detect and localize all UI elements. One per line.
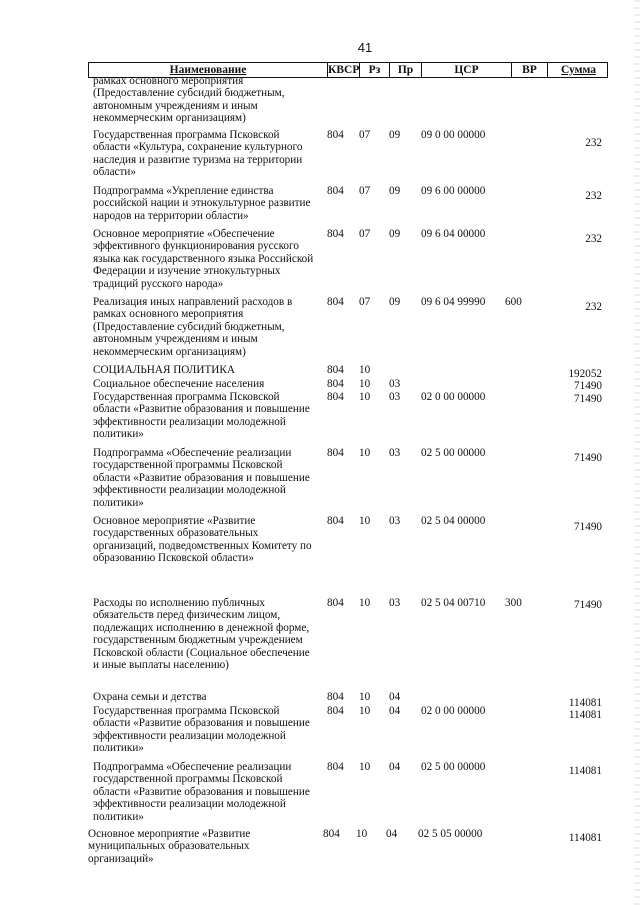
row-kvsr: 804 xyxy=(327,761,344,773)
row-csr: 02 5 00 00000 xyxy=(421,761,486,773)
row-name: СОЦИАЛЬНАЯ ПОЛИТИКА xyxy=(93,364,235,376)
row-rz: 10 xyxy=(359,705,371,717)
row-vr: 600 xyxy=(505,296,522,308)
row-rz: 07 xyxy=(359,296,371,308)
row-sum: 71490 xyxy=(574,521,602,533)
row-kvsr: 804 xyxy=(327,447,344,459)
row-kvsr: 804 xyxy=(323,828,340,840)
row-csr: 02 5 04 00710 xyxy=(421,597,486,609)
row-sum: 71490 xyxy=(574,452,602,464)
row-rz: 07 xyxy=(359,228,371,240)
row-sum: 71490 xyxy=(574,380,602,392)
row-name: Государственная программа Псковской области «Культура, сохранение культурного наследия и развитие туризма на территории области» xyxy=(93,129,303,179)
header-rz: Рз xyxy=(359,63,389,77)
row-vr: 300 xyxy=(505,597,522,609)
row-kvsr: 804 xyxy=(327,515,344,527)
row-csr: 02 5 00 00000 xyxy=(421,447,486,459)
row-name: Подпрограмма «Обеспечение реализации государственной программы Псковской области «Развитие образования и повышение эффективности реализации молодежной политики» xyxy=(93,447,310,509)
row-rz: 07 xyxy=(359,129,371,141)
row-pr: 03 xyxy=(389,447,401,459)
row-sum: 71490 xyxy=(574,599,602,611)
row-pr: 04 xyxy=(389,691,401,703)
row-csr: 02 0 00 00000 xyxy=(421,391,486,403)
header-kvsr: КВСР xyxy=(328,64,360,76)
row-kvsr: 804 xyxy=(327,228,344,240)
row-kvsr: 804 xyxy=(327,364,344,376)
row-kvsr: 804 xyxy=(327,705,344,717)
row-pr: 09 xyxy=(389,129,401,141)
row-name: Подпрограмма «Укрепление единства российской нации и этнокультурное развитие народов на территории области» xyxy=(93,185,311,222)
row-pr: 04 xyxy=(386,828,398,840)
row-sum: 114081 xyxy=(568,709,602,721)
row-kvsr: 804 xyxy=(327,296,344,308)
row-sum: 114081 xyxy=(568,765,602,777)
row-sum: 232 xyxy=(585,301,602,313)
row-pr: 04 xyxy=(389,761,401,773)
row-rz: 10 xyxy=(359,761,371,773)
header-name: Наименование xyxy=(169,64,247,76)
row-pr: 04 xyxy=(389,705,401,717)
row-name: Основное мероприятие «Развитие государственных образовательных организаций, подведомственных Комитету по образованию Псковской области» xyxy=(93,515,312,565)
row-csr: 02 5 05 00000 xyxy=(418,828,483,840)
row-sum: 71490 xyxy=(574,393,602,405)
row-rz: 10 xyxy=(359,597,371,609)
row-name: Основное мероприятие «Развитие муниципальных образовательных организаций» xyxy=(88,828,251,865)
row-sum: 232 xyxy=(585,137,602,149)
row-kvsr: 804 xyxy=(327,691,344,703)
row-pr: 09 xyxy=(389,228,401,240)
header-sum: Сумма xyxy=(547,63,609,77)
row-kvsr: 804 xyxy=(327,597,344,609)
row-name: Основное мероприятие «Обеспечение эффективного функционирования русского языка как государственного языка Российской Федерации и изучение этнокультурных традиций русского народа» xyxy=(93,228,314,290)
row-pr: 03 xyxy=(389,391,401,403)
row-kvsr: 804 xyxy=(327,378,344,390)
row-name: Государственная программа Псковской области «Развитие образования и повышение эффективности реализации молодежной политики» xyxy=(93,705,310,755)
row-kvsr: 804 xyxy=(327,185,344,197)
row-name: Социальное обеспечение населения xyxy=(93,378,265,390)
row-pr: 09 xyxy=(389,296,401,308)
row-pr: 03 xyxy=(389,597,401,609)
scan-edge-artifact xyxy=(634,0,640,905)
header-csr: ЦСР xyxy=(421,63,511,77)
row-rz: 10 xyxy=(359,515,371,527)
row-rz: 10 xyxy=(359,691,371,703)
row-csr: 09 0 00 00000 xyxy=(421,129,486,141)
row-rz: 10 xyxy=(359,447,371,459)
row-sum: 114081 xyxy=(568,697,602,709)
page-number: 41 xyxy=(357,40,373,55)
row-csr: 09 6 04 99990 xyxy=(421,296,486,308)
row-csr: 02 0 00 00000 xyxy=(421,705,486,717)
row-name: Реализация иных направлений расходов в рамках основного мероприятия (Предоставление субсидий бюджетным, автономным учреждениям и иным некоммерческим организациям) xyxy=(93,296,293,358)
row-rz: 10 xyxy=(359,364,371,376)
row-name: рамках основного мероприятия (Предоставление субсидий бюджетным, автономным учреждениям и иным некоммерческим организациям) xyxy=(93,75,285,125)
row-rz: 10 xyxy=(359,391,371,403)
row-sum: 192052 xyxy=(568,368,602,380)
row-pr: 09 xyxy=(389,185,401,197)
row-name: Охрана семьи и детства xyxy=(93,691,207,703)
row-rz: 07 xyxy=(359,185,371,197)
row-pr: 03 xyxy=(389,378,401,390)
header-pr: Пр xyxy=(389,63,421,77)
header-vr: ВР xyxy=(511,63,547,77)
row-kvsr: 804 xyxy=(327,129,344,141)
row-name: Государственная программа Псковской области «Развитие образования и повышение эффективности реализации молодежной политики» xyxy=(93,391,310,441)
row-rz: 10 xyxy=(356,828,368,840)
row-csr: 09 6 04 00000 xyxy=(421,228,486,240)
row-name: Подпрограмма «Обеспечение реализации государственной программы Псковской области «Развитие образования и повышение эффективности реализации молодежной политики» xyxy=(93,761,310,823)
row-csr: 09 6 00 00000 xyxy=(421,185,486,197)
row-sum: 232 xyxy=(585,190,602,202)
row-sum: 232 xyxy=(585,233,602,245)
row-rz: 10 xyxy=(359,378,371,390)
row-name: Расходы по исполнению публичных обязательств перед физическим лицом, подлежащих исполнению в денежной форме, государственным бюджетным учреждением Псковской области (Социальное обеспечение и иные выплаты населению) xyxy=(93,597,310,672)
row-kvsr: 804 xyxy=(327,391,344,403)
row-sum: 114081 xyxy=(568,832,602,844)
row-pr: 03 xyxy=(389,515,401,527)
row-csr: 02 5 04 00000 xyxy=(421,515,486,527)
